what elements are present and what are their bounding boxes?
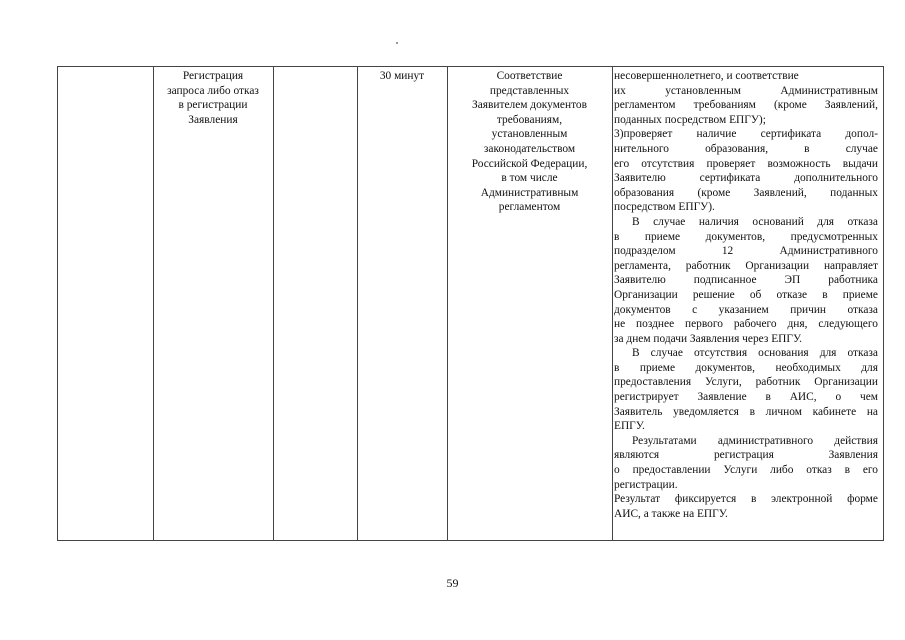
cell-line: Российской Федерации,: [471, 157, 588, 170]
description-line: в приеме документов, предусмотренных: [614, 230, 878, 243]
description-line: В случае наличия оснований для отказа: [632, 215, 878, 228]
description-line: в приеме документов, необходимых для: [614, 361, 878, 374]
description-line: ЕПГУ.: [614, 420, 645, 433]
description-line: 3)проверяет наличие сертификата допол-: [614, 128, 878, 141]
cell-line: требованиям,: [496, 113, 563, 126]
column-divider: [357, 67, 358, 540]
description-line: регламента, работник Организации направляет: [614, 259, 878, 272]
cell-line: Административным: [480, 186, 579, 199]
cell-line: Регистрация: [182, 70, 244, 82]
cell-line: в том числе: [501, 172, 558, 185]
cell-line: установленным: [491, 128, 568, 141]
description-line: Результатами административного действия: [632, 434, 878, 447]
description-line: регламентом требованиям (кроме Заявлений,: [614, 99, 878, 112]
description-line: АИС, а также на ЕПГУ.: [614, 507, 728, 520]
description-line: не позднее первого рабочего дня, следующего: [614, 318, 878, 331]
description-line: регистрации.: [614, 478, 678, 491]
description-line: их установленным Административным: [614, 84, 878, 97]
description-line: поданных посредством ЕПГУ);: [614, 113, 766, 126]
description-line: Результат фиксируется в электронной форме: [614, 493, 878, 506]
cell-line: представленных: [489, 84, 570, 97]
description-line: о предоставлении Услуги либо отказ в его: [614, 464, 878, 477]
description-line: его отсутствия проверяет возможность выдачи: [614, 157, 878, 170]
procedure-table: [57, 66, 884, 541]
cell-line: законодательством: [483, 142, 576, 155]
description-line: документов с указанием причин отказа: [614, 303, 878, 316]
cell-line: Соответствие: [496, 70, 563, 82]
page-number: 59: [446, 576, 459, 590]
cell-line: регламентом: [498, 201, 561, 214]
step-name-cell: [155, 69, 271, 127]
duration-cell: 30 минут: [379, 70, 425, 82]
description-line: предоставления Услуги, работник Организации: [614, 376, 878, 389]
description-cell: [614, 69, 878, 521]
column-divider: [883, 67, 884, 540]
column-divider: [153, 67, 154, 540]
description-line: Организации решение об отказе в приеме: [614, 288, 878, 301]
description-line: Заявителю подписанное ЭП работника: [614, 274, 878, 287]
cell-line: в регистрации: [178, 99, 248, 112]
description-line: подразделом 12 Административного: [614, 245, 878, 258]
column-divider: [273, 67, 274, 540]
column-divider: [447, 67, 448, 540]
description-line: Заявитель уведомляется в личном кабинете на: [614, 405, 878, 418]
cell-line: запроса либо отказ: [167, 84, 259, 97]
description-line: за днем подачи Заявления через ЕПГУ.: [614, 332, 803, 345]
description-line: образования (кроме Заявлений, поданных: [614, 186, 878, 199]
cell-line: Заявления: [188, 113, 238, 126]
column-divider: [57, 67, 58, 540]
criteria-cell: [449, 69, 610, 215]
description-line: являются регистрация Заявления: [614, 449, 878, 462]
description-line: регистрирует Заявление в АИС, о чем: [614, 391, 878, 404]
description-line: несовершеннолетнего, и соответствие: [614, 70, 799, 82]
cell-line: Заявителем документов: [472, 99, 587, 112]
column-divider: [612, 67, 613, 540]
description-line: В случае отсутствия основания для отказа: [632, 347, 878, 360]
description-line: посредством ЕПГУ).: [614, 201, 715, 214]
description-line: нительного образования, в случае: [614, 142, 878, 155]
description-line: Заявителю сертификата дополнительного: [614, 172, 878, 185]
scan-speck: [396, 42, 398, 44]
